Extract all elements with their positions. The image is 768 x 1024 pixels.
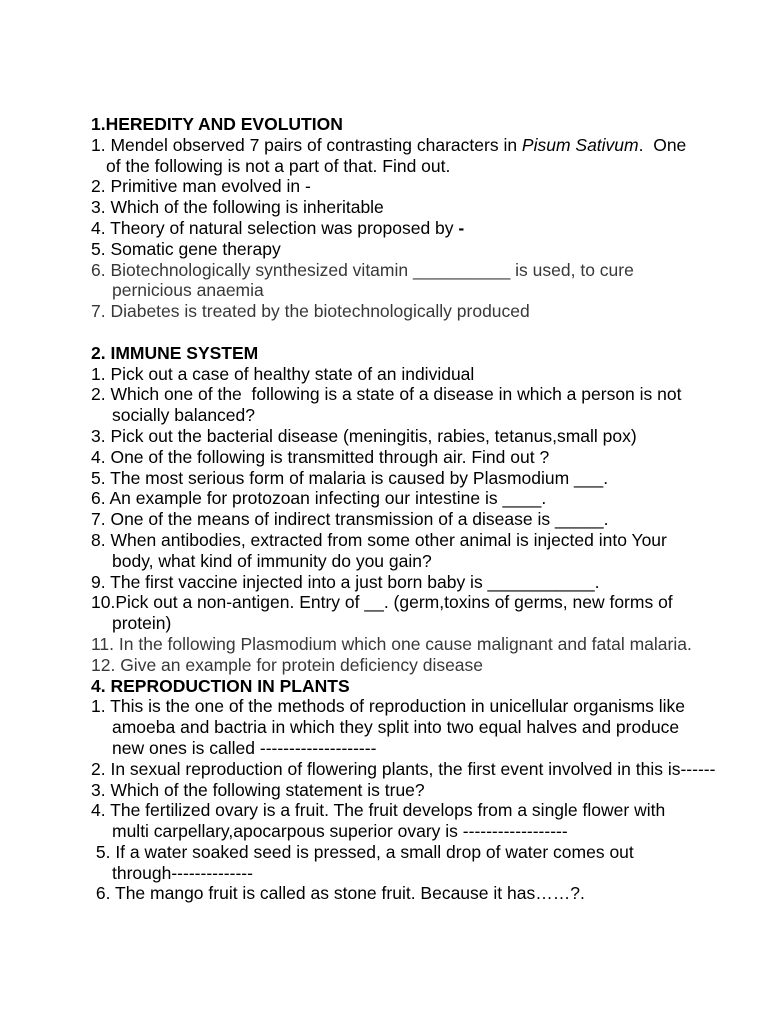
question-line: 8. When antibodies, extracted from some other animal is injected into Your <box>91 529 667 550</box>
question-continuation: multi carpellary,apocarpous superior ovary is ------------------ <box>112 821 568 842</box>
question-line: 5. Somatic gene therapy <box>91 238 281 259</box>
question-line: 4. The fertilized ovary is a fruit. The fruit develops from a single flower with <box>91 800 666 821</box>
question-line: 1. This is the one of the methods of reproduction in unicellular organisms like <box>91 696 686 717</box>
question-line: 12. Give an example for protein deficiency disease <box>91 654 484 675</box>
question-text: 4. Theory of natural selection was proposed by <box>91 217 459 238</box>
question-continuation: body, what kind of immunity do you gain? <box>112 550 432 571</box>
answer-dash: - <box>458 217 465 238</box>
question-continuation: amoeba and bactria in which they split into two equal halves and produce <box>112 717 680 738</box>
question-line: 6. The mango fruit is called as stone fruit. Because it has……?. <box>91 883 585 904</box>
question-line <box>91 135 768 156</box>
question-line: 7. Diabetes is treated by the biotechnologically produced <box>91 301 530 322</box>
question-text: 1. Mendel observed 7 pairs of contrasting characters in <box>91 134 522 155</box>
question-line: 5. If a water soaked seed is pressed, a small drop of water comes out <box>91 841 634 862</box>
section-reproduction-in-plants <box>91 676 768 905</box>
question-text-tail: . One <box>638 134 687 155</box>
question-continuation: through-------------- <box>112 862 253 883</box>
question-line: 2. Primitive man evolved in - <box>91 176 311 197</box>
species-name: Pisum Sativum <box>521 134 639 155</box>
question-line: 11. In the following Plasmodium which one cause malignant and fatal malaria. <box>91 633 692 654</box>
question-line: 2. Which one of the following is a state of a disease in which a person is not <box>91 384 682 405</box>
question-line: 7. One of the means of indirect transmission of a disease is _____. <box>91 509 609 530</box>
blank-line <box>91 322 768 343</box>
question-line: 2. In sexual reproduction of flowering plants, the first event involved in this is------ <box>91 758 716 779</box>
section-heading: 1.HEREDITY AND EVOLUTION <box>91 114 343 134</box>
question-line: 10.Pick out a non-antigen. Entry of __. (germ,toxins of germs, new forms of <box>91 592 673 613</box>
section-heading: 2. IMMUNE SYSTEM <box>91 342 259 363</box>
section-immune-system <box>91 343 768 676</box>
question-line: 6. Biotechnologically synthesized vitamin __________ is used, to cure <box>91 259 634 280</box>
question-continuation: of the following is not a part of that. Find out. <box>106 155 451 176</box>
question-continuation: pernicious anaemia <box>112 280 264 301</box>
section-heading: 4. REPRODUCTION IN PLANTS <box>91 675 350 696</box>
question-line: 5. The most serious form of malaria is caused by Plasmodium ___. <box>91 467 609 488</box>
question-continuation: protein) <box>112 613 172 634</box>
question-continuation: new ones is called -------------------- <box>112 737 377 758</box>
question-line: 6. An example for protozoan infecting our intestine is ____. <box>91 488 547 509</box>
question-line: 3. Which of the following is inheritable <box>91 197 384 218</box>
question-line: 9. The first vaccine injected into a just born baby is ___________. <box>91 571 600 592</box>
question-line <box>91 218 768 239</box>
question-line: 3. Which of the following statement is true? <box>91 779 425 800</box>
question-line: 3. Pick out the bacterial disease (meningitis, rabies, tetanus,small pox) <box>91 425 637 446</box>
section-heredity-evolution <box>91 114 768 322</box>
question-continuation: socially balanced? <box>112 405 256 426</box>
question-line: 4. One of the following is transmitted through air. Find out ? <box>91 446 550 467</box>
question-line: 1. Pick out a case of healthy state of an individual <box>91 363 475 384</box>
